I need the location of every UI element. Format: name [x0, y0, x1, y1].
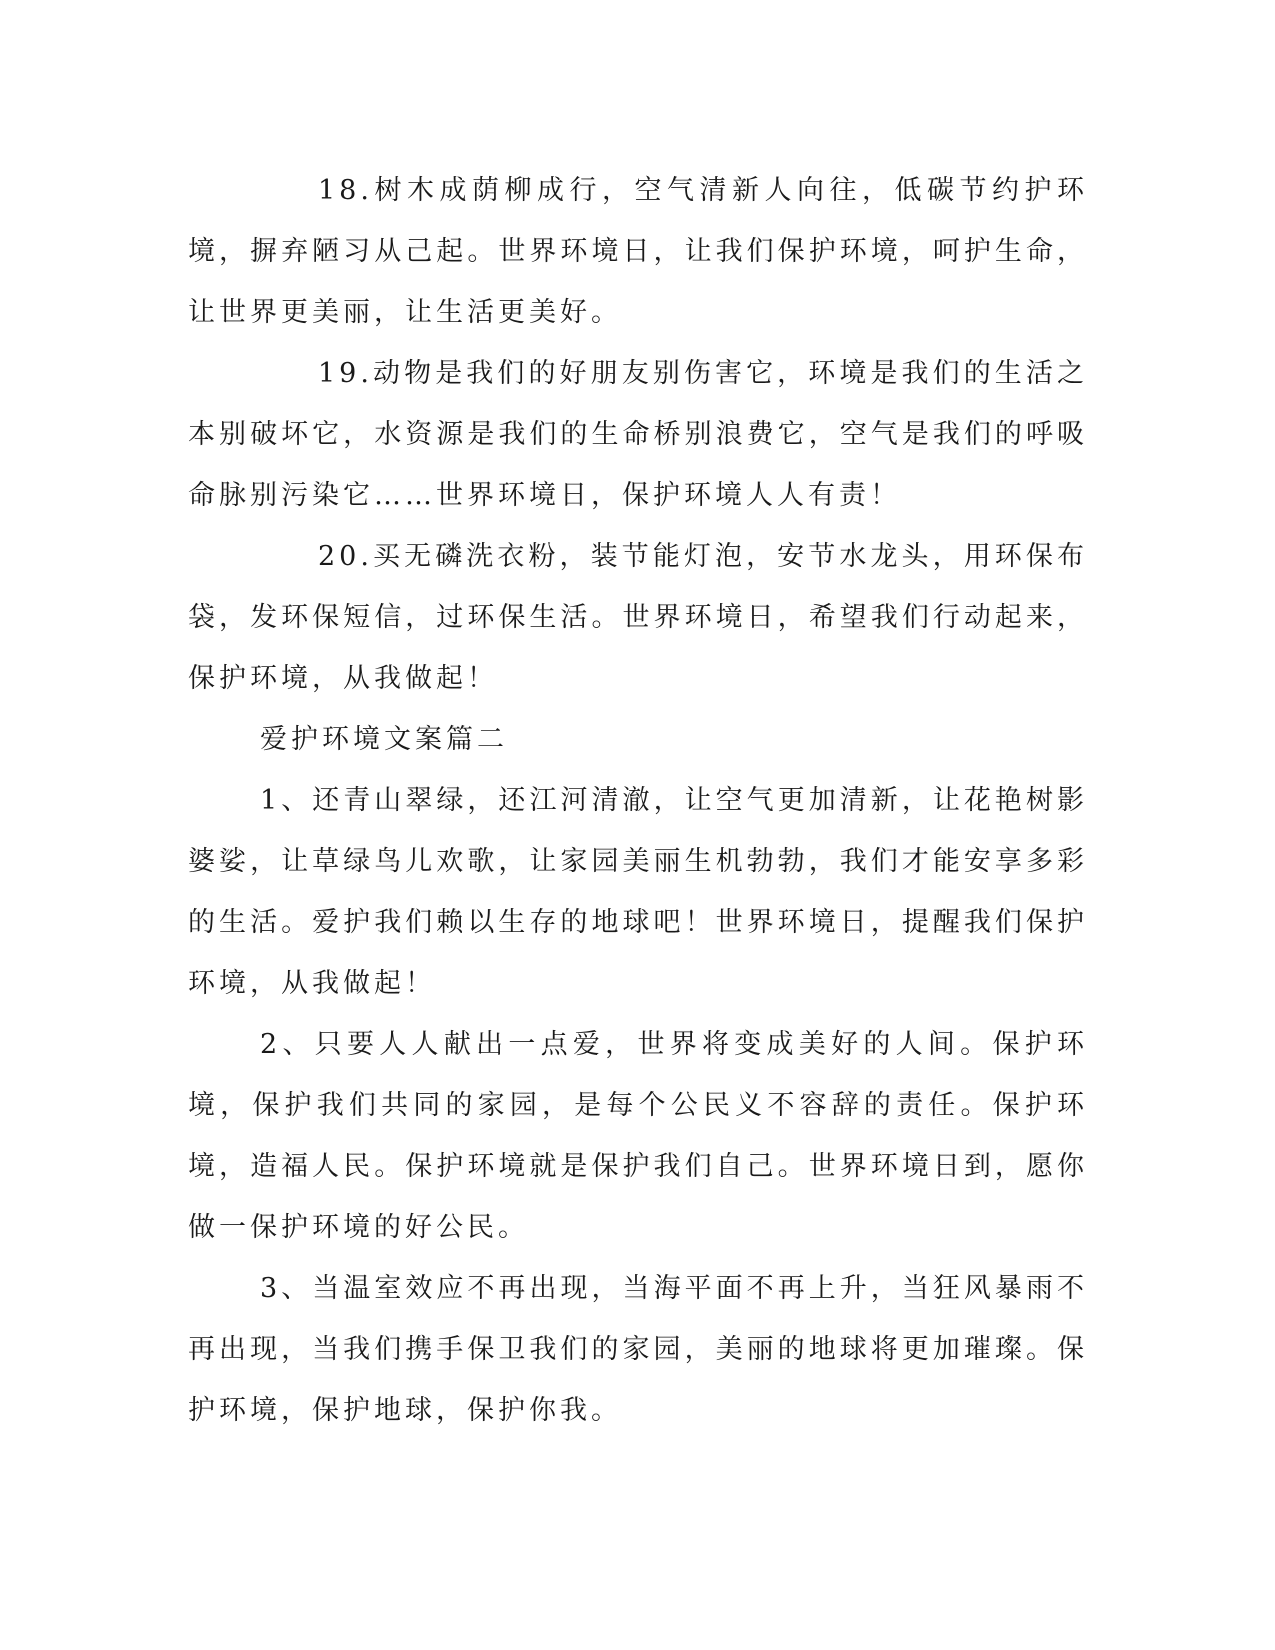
paragraph-19: 19.动物是我们的好朋友别伤害它，环境是我们的生活之本别破坏它，水资源是我们的生命桥别浪费它，空气是我们的呼吸命脉别污染它……世界环境日，保护环境人人有责！ [188, 358, 1088, 511]
paragraph-2: 2、只要人人献出一点爱，世界将变成美好的人间。保护环境，保护我们共同的家园，是每个公民义不容辞的责任。保护环境，造福人民。保护环境就是保护我们自己。世界环境日到，愿你做一保护环境的好公民。 [188, 1029, 1088, 1243]
paragraph-20: 20.买无磷洗衣粉，装节能灯泡，安节水龙头，用环保布袋，发环保短信，过环保生活。世界环境日，希望我们行动起来，保护环境，从我做起！ [188, 541, 1088, 694]
paragraph-1: 1、还青山翠绿，还江河清澈，让空气更加清新，让花艳树影婆娑，让草绿鸟儿欢歌，让家园美丽生机勃勃，我们才能安享多彩的生活。爱护我们赖以生存的地球吧！世界环境日，提醒我们保护环境，从我做起！ [188, 785, 1088, 999]
document-body [188, 160, 1088, 1441]
section-heading: 爱护环境文案篇二 [260, 724, 508, 755]
paragraph-3: 3、当温室效应不再出现，当海平面不再上升，当狂风暴雨不再出现，当我们携手保卫我们的家园，美丽的地球将更加璀璨。保护环境，保护地球，保护你我。 [188, 1273, 1088, 1426]
paragraph-18: 18.树木成荫柳成行，空气清新人向往，低碳节约护环境，摒弃陋习从己起。世界环境日，让我们保护环境，呵护生命，让世界更美丽，让生活更美好。 [188, 175, 1088, 328]
